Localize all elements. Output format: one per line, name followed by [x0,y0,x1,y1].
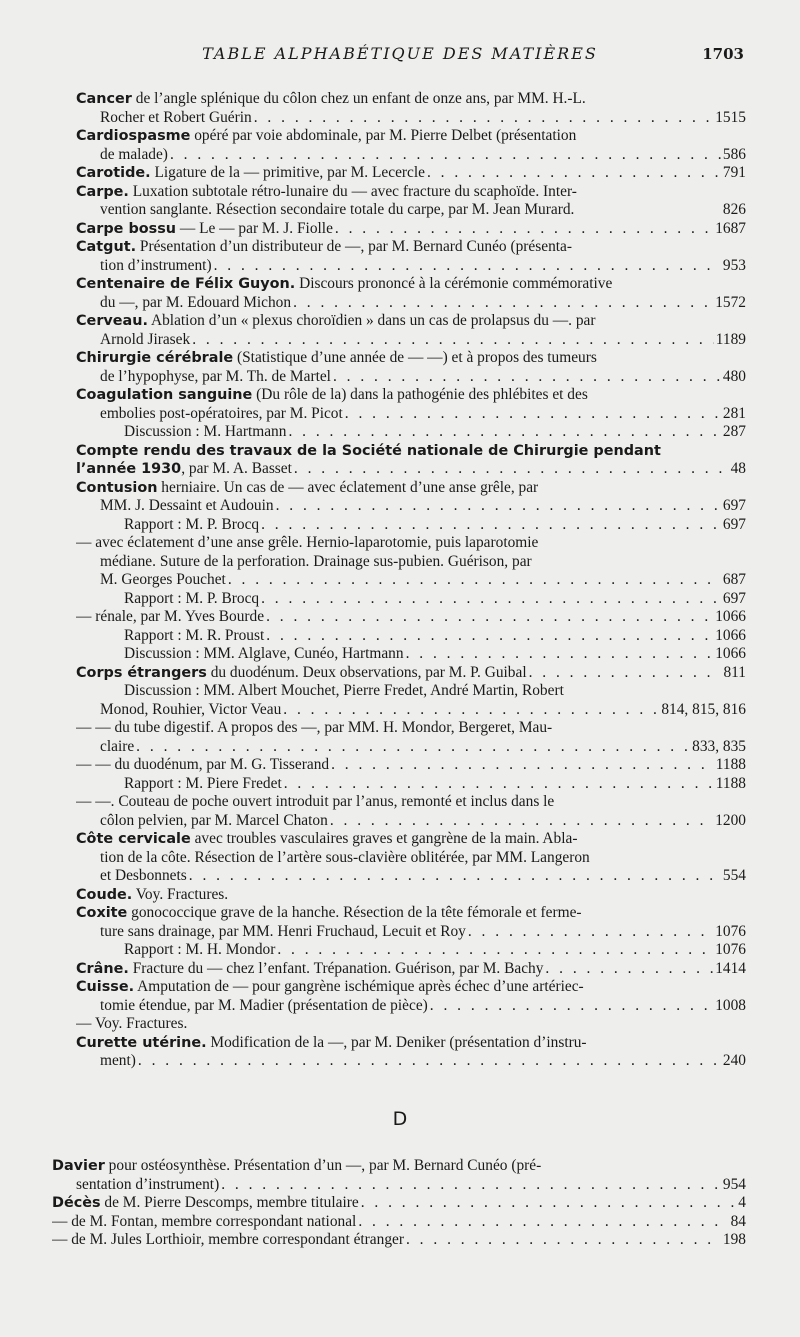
page-reference: 954 [722,1175,746,1193]
index-entry [76,275,746,312]
index-entry [76,793,746,830]
index-entry [52,1231,746,1250]
dot-leader [345,405,721,424]
page-reference: 791 [722,164,746,181]
entry-text: de l’hypophyse, par M. Th. de Martel [100,367,331,385]
entry-text: ment) [100,1052,136,1069]
entry-text: Modification de la —, par M. Deniker (présentation d’instru- [206,1033,587,1051]
entry-text: — Le — par M. J. Fiolle [176,219,333,237]
dot-leader [214,257,721,276]
entry-line [76,960,746,979]
index-entry [52,1194,746,1213]
page-reference: 814, 815, 816 [661,700,746,718]
page-reference: 84 [730,1212,746,1230]
entry-text: Discussion : MM. Alglave, Cunéo, Hartmann [124,645,404,662]
entry-text: pour ostéosynthèse. Présentation d’un —, par M. Bernard Cunéo (pré- [104,1157,542,1174]
entry-text: côlon pelvien, par M. Marcel Chaton [100,811,328,829]
entry-headword: Compte rendu des travaux de la Société nationale de Chirurgie pendant [76,442,661,459]
index-entry [76,164,746,183]
page-reference: 198 [722,1231,746,1248]
entry-line [76,904,746,923]
entry-headword: Cancer [76,91,132,107]
entry-line [52,1231,746,1250]
entry-line [76,109,746,128]
page-reference: 1066 [715,645,746,662]
entry-line [76,941,746,960]
entry-text: Fracture du — chez l’enfant. Trépanation. Guérison, par M. Bachy [128,959,544,977]
dot-leader [284,775,714,794]
entry-line [76,331,746,350]
entry-text: Rapport : M. P. Brocq [124,589,260,607]
dot-leader [288,423,720,442]
entry-line [76,1034,746,1053]
dot-leader [254,109,713,128]
index-section-d [52,1157,746,1250]
dot-leader [221,1176,721,1195]
entry-text: médiane. Suture de la perforation. Drainage sus-pubien. Guérison, par [100,552,532,570]
entry-line [76,645,746,664]
entry-line [76,460,746,479]
entry-text: Ablation d’un « plexus choroïdien » dans un cas de prolapsus du —. par [147,312,596,329]
entry-text: de M. Pierre Descomps, membre titulaire [100,1194,359,1211]
entry-text: Voy. Fractures. [132,885,229,903]
entry-line [76,312,746,331]
entry-text: tomie étendue, par M. Madier (présentation de pièce) [100,996,428,1014]
entry-text: — avec éclatement d’une anse grêle. Hernio-laparotomie, puis laparotomie [76,534,539,551]
dot-leader [361,1194,737,1213]
index-entry [76,978,746,1015]
entry-text: sentation d’instrument) [76,1175,220,1193]
entry-line [76,571,746,590]
entry-headword: Coagulation sanguine [76,387,253,403]
entry-text: du duodénum. Deux observations, par M. P. Guibal [206,663,527,681]
dot-leader [283,701,659,720]
entry-line [76,923,746,942]
entry-line [76,608,746,627]
entry-headword: Décès [52,1195,101,1211]
entry-line [76,127,746,146]
index-entry [52,1157,746,1194]
dot-leader [192,331,714,350]
entry-text: et Desbonnets [100,867,187,884]
index-entry [76,534,746,608]
dot-leader [293,294,713,313]
dot-leader [266,608,713,627]
entry-headword: Catgut. [76,239,137,255]
entry-line [76,756,746,775]
entry-line [76,590,746,609]
dot-leader [545,960,713,979]
dot-leader [277,941,713,960]
entry-line [76,294,746,313]
entry-headword: Carpe bossu [76,220,177,237]
index-entry [76,756,746,793]
entry-line [76,682,746,701]
entry-line [76,423,746,442]
dot-leader [430,997,713,1016]
page-reference: 687 [722,571,746,588]
dot-leader [136,738,690,757]
entry-line [76,849,746,868]
page-reference: 281 [722,404,746,422]
entry-text: — — du tube digestif. A propos des —, par MM. H. Mondor, Bergeret, Mau- [76,719,553,736]
dot-leader [294,460,729,479]
entry-text: — rénale, par M. Yves Bourde [76,608,265,625]
index-entry [76,90,746,127]
entry-line [76,1015,746,1034]
entry-text: opéré par voie abdominale, par M. Pierre Delbet (présentation [190,127,577,144]
index-entry [76,479,746,535]
dot-leader [261,590,721,609]
entry-line [76,886,746,905]
entry-line [76,164,746,183]
dot-leader [406,1231,721,1250]
index-entry [76,719,746,756]
index-entry [76,904,746,960]
page-reference: 287 [722,423,746,440]
page-reference: 240 [722,1052,746,1069]
index-entry [76,1034,746,1071]
entry-line [76,534,746,553]
entry-text: Rapport : M. Piere Fredet [124,774,282,792]
index-entry [76,442,746,479]
entry-line [76,738,746,757]
dot-leader [358,1213,728,1232]
page-reference: 4 [738,1194,746,1211]
entry-text: vention sanglante. Résection secondaire totale du carpe, par M. Jean Murard. [100,201,575,218]
entry-text: avec troubles vasculaires graves et gangrène de la main. Abla- [190,830,578,847]
page-reference: 1414 [715,959,746,977]
entry-line [76,497,746,516]
entry-text: ture sans drainage, par MM. Henri Fruchaud, Lecuit et Roy [100,922,466,940]
entry-line [76,257,746,276]
entry-line [76,553,746,572]
section-letter: D [392,1108,408,1130]
entry-text: Discours prononcé à la cérémonie commémorative [295,275,613,292]
entry-line [76,516,746,535]
index-entry [76,183,746,220]
entry-text: du —, par M. Edouard Michon [100,293,292,311]
entry-headword: Chirurgie cérébrale [76,350,234,366]
page-number: 1703 [702,45,744,63]
dot-leader [276,497,721,516]
entry-headword: Curette utérine. [76,1034,207,1051]
running-title: TABLE ALPHABÉTIQUE DES MATIÈRES [202,44,598,63]
index-entry [76,312,746,349]
index-entry [76,886,746,905]
dot-leader [170,146,721,165]
dot-leader [330,812,713,831]
page-reference: 697 [722,589,746,607]
page-reference: 697 [722,515,746,533]
index-entry [76,238,746,275]
entry-headword: Coxite [76,905,128,921]
entry-line [76,405,746,424]
entry-text: gonococcique grave de la hanche. Résection de la tête fémorale et ferme- [127,904,582,921]
dot-leader [406,645,714,664]
entry-headword: l’année 1930 [76,461,182,477]
index-entry [76,220,746,239]
page-reference: 554 [722,867,746,884]
dot-leader [574,201,723,220]
entry-text: Rapport : M. H. Mondor [124,941,276,958]
entry-headword: Cerveau. [76,313,148,329]
entry-text: — de M. Jules Lorthioir, membre correspondant étranger [52,1231,404,1248]
entry-headword: Davier [52,1158,105,1174]
page-reference: 1687 [715,219,746,237]
entry-text: tion de la côte. Résection de l’artère sous-clavière oblitérée, par MM. Langeron [100,848,590,866]
page-reference: 1188 [715,774,746,792]
dot-leader [138,1052,721,1071]
page-reference: 1200 [715,811,746,829]
page-reference: 953 [722,256,746,274]
page-reference: 586 [722,145,746,163]
entry-text: Ligature de la — primitive, par M. Lecercle [150,164,425,181]
index-entry [76,664,746,720]
entry-line [76,867,746,886]
entry-text: Discussion : MM. Albert Mouchet, Pierre Fredet, André Martin, Robert [124,682,564,699]
entry-line [76,146,746,165]
index-entry [76,1015,746,1034]
index-entry [76,127,746,164]
entry-line [76,830,746,849]
page-reference: 1188 [715,756,746,773]
entry-line [76,183,746,202]
entry-text: Rapport : M. P. Brocq [124,515,260,533]
entry-text: — — du duodénum, par M. G. Tisserand [76,756,330,773]
entry-text: Rocher et Robert Guérin [100,108,252,126]
entry-text: , par M. A. Basset [181,460,292,477]
entry-text: herniaire. Un cas de — avec éclatement d’une anse grêle, par [157,478,539,496]
entry-headword: Crâne. [76,960,129,977]
page-reference: 1066 [715,608,746,625]
entry-line [76,978,746,997]
entry-headword: Carpe. [76,183,129,200]
entry-text: (Statistique d’une année de — —) et à propos des tumeurs [233,349,597,366]
entry-line [76,386,746,405]
entry-headword: Carotide. [76,165,151,181]
index-section-c [76,90,746,1071]
entry-headword: Cuisse. [76,979,135,995]
entry-line [76,368,746,387]
dot-leader [468,923,713,942]
entry-text: Rapport : M. R. Proust [124,626,265,644]
page-reference: 811 [723,663,746,681]
entry-text: Arnold Jirasek [100,330,191,348]
entry-line [76,442,746,461]
entry-line [52,1157,746,1176]
page-reference: 1076 [715,941,746,958]
index-entry [52,1213,746,1232]
entry-headword: Côte cervicale [76,831,191,847]
page-reference: 697 [722,497,746,514]
index-entry [76,349,746,386]
index-entry [76,960,746,979]
dot-leader [228,571,721,590]
entry-line [76,238,746,257]
page-reference: 1008 [715,996,746,1014]
page-reference: 1189 [715,330,746,348]
page-reference: 1076 [715,922,746,940]
entry-text: — —. Couteau de poche ouvert introduit par l’anus, remonté et inclus dans le [76,793,555,810]
entry-text: claire [100,737,135,755]
entry-text: embolies post-opératoires, par M. Picot [100,404,343,422]
entry-line [76,90,746,109]
entry-text: de l’angle splénique du côlon chez un enfant de onze ans, par MM. H.-L. [131,90,586,107]
entry-text: tion d’instrument) [100,256,212,274]
index-entry [76,608,746,664]
entry-headword: Coude. [76,886,133,903]
entry-line [76,349,746,368]
entry-headword: Corps étrangers [76,664,207,681]
page-reference: 1066 [715,626,746,644]
entry-text: — Voy. Fractures. [76,1015,188,1032]
entry-line [76,201,746,220]
page-reference: 1572 [715,293,746,311]
dot-leader [427,164,721,183]
entry-line [76,220,746,239]
page-header [0,44,800,66]
entry-line [76,719,746,738]
dot-leader [266,627,713,646]
entry-line [76,1052,746,1071]
page-reference: 833, 835 [692,737,746,755]
entry-line [76,627,746,646]
page-reference: 826 [722,201,746,218]
entry-text: — de M. Fontan, membre correspondant national [52,1212,357,1230]
entry-line [76,775,746,794]
dot-leader [261,516,721,535]
entry-line [76,812,746,831]
index-entry [76,830,746,886]
entry-line [76,793,746,812]
entry-text: Luxation subtotale rétro-lunaire du — avec fracture du scaphoïde. Inter- [128,182,577,200]
dot-leader [335,220,713,239]
entry-line [52,1176,746,1195]
entry-headword: Contusion [76,479,158,496]
entry-text: M. Georges Pouchet [100,571,226,588]
entry-text: Monod, Rouhier, Victor Veau [100,700,282,718]
index-entry [76,386,746,442]
entry-text: de malade) [100,145,168,163]
entry-text: Présentation d’un distributeur de —, par M. Bernard Cunéo (présenta- [136,238,572,255]
entry-line [76,479,746,498]
page-reference: 480 [722,367,746,385]
page-reference: 48 [730,460,746,477]
entry-headword: Cardiospasme [76,128,191,144]
page-reference: 1515 [715,108,746,126]
entry-text: Amputation de — pour gangrène ischémique après échec d’une artériec- [134,978,584,995]
entry-text: (Du rôle de la) dans la pathogénie des phlébites et des [252,386,588,403]
entry-text: Discussion : M. Hartmann [124,423,287,440]
entry-line [52,1194,746,1213]
dot-leader [331,756,714,775]
entry-line [76,997,746,1016]
entry-line [52,1213,746,1232]
entry-line [76,275,746,294]
entry-line [76,664,746,683]
dot-leader [529,664,722,683]
entry-line [76,701,746,720]
entry-headword: Centenaire de Félix Guyon. [76,276,296,292]
dot-leader [333,368,721,387]
dot-leader [189,867,721,886]
entry-text: MM. J. Dessaint et Audouin [100,497,274,514]
